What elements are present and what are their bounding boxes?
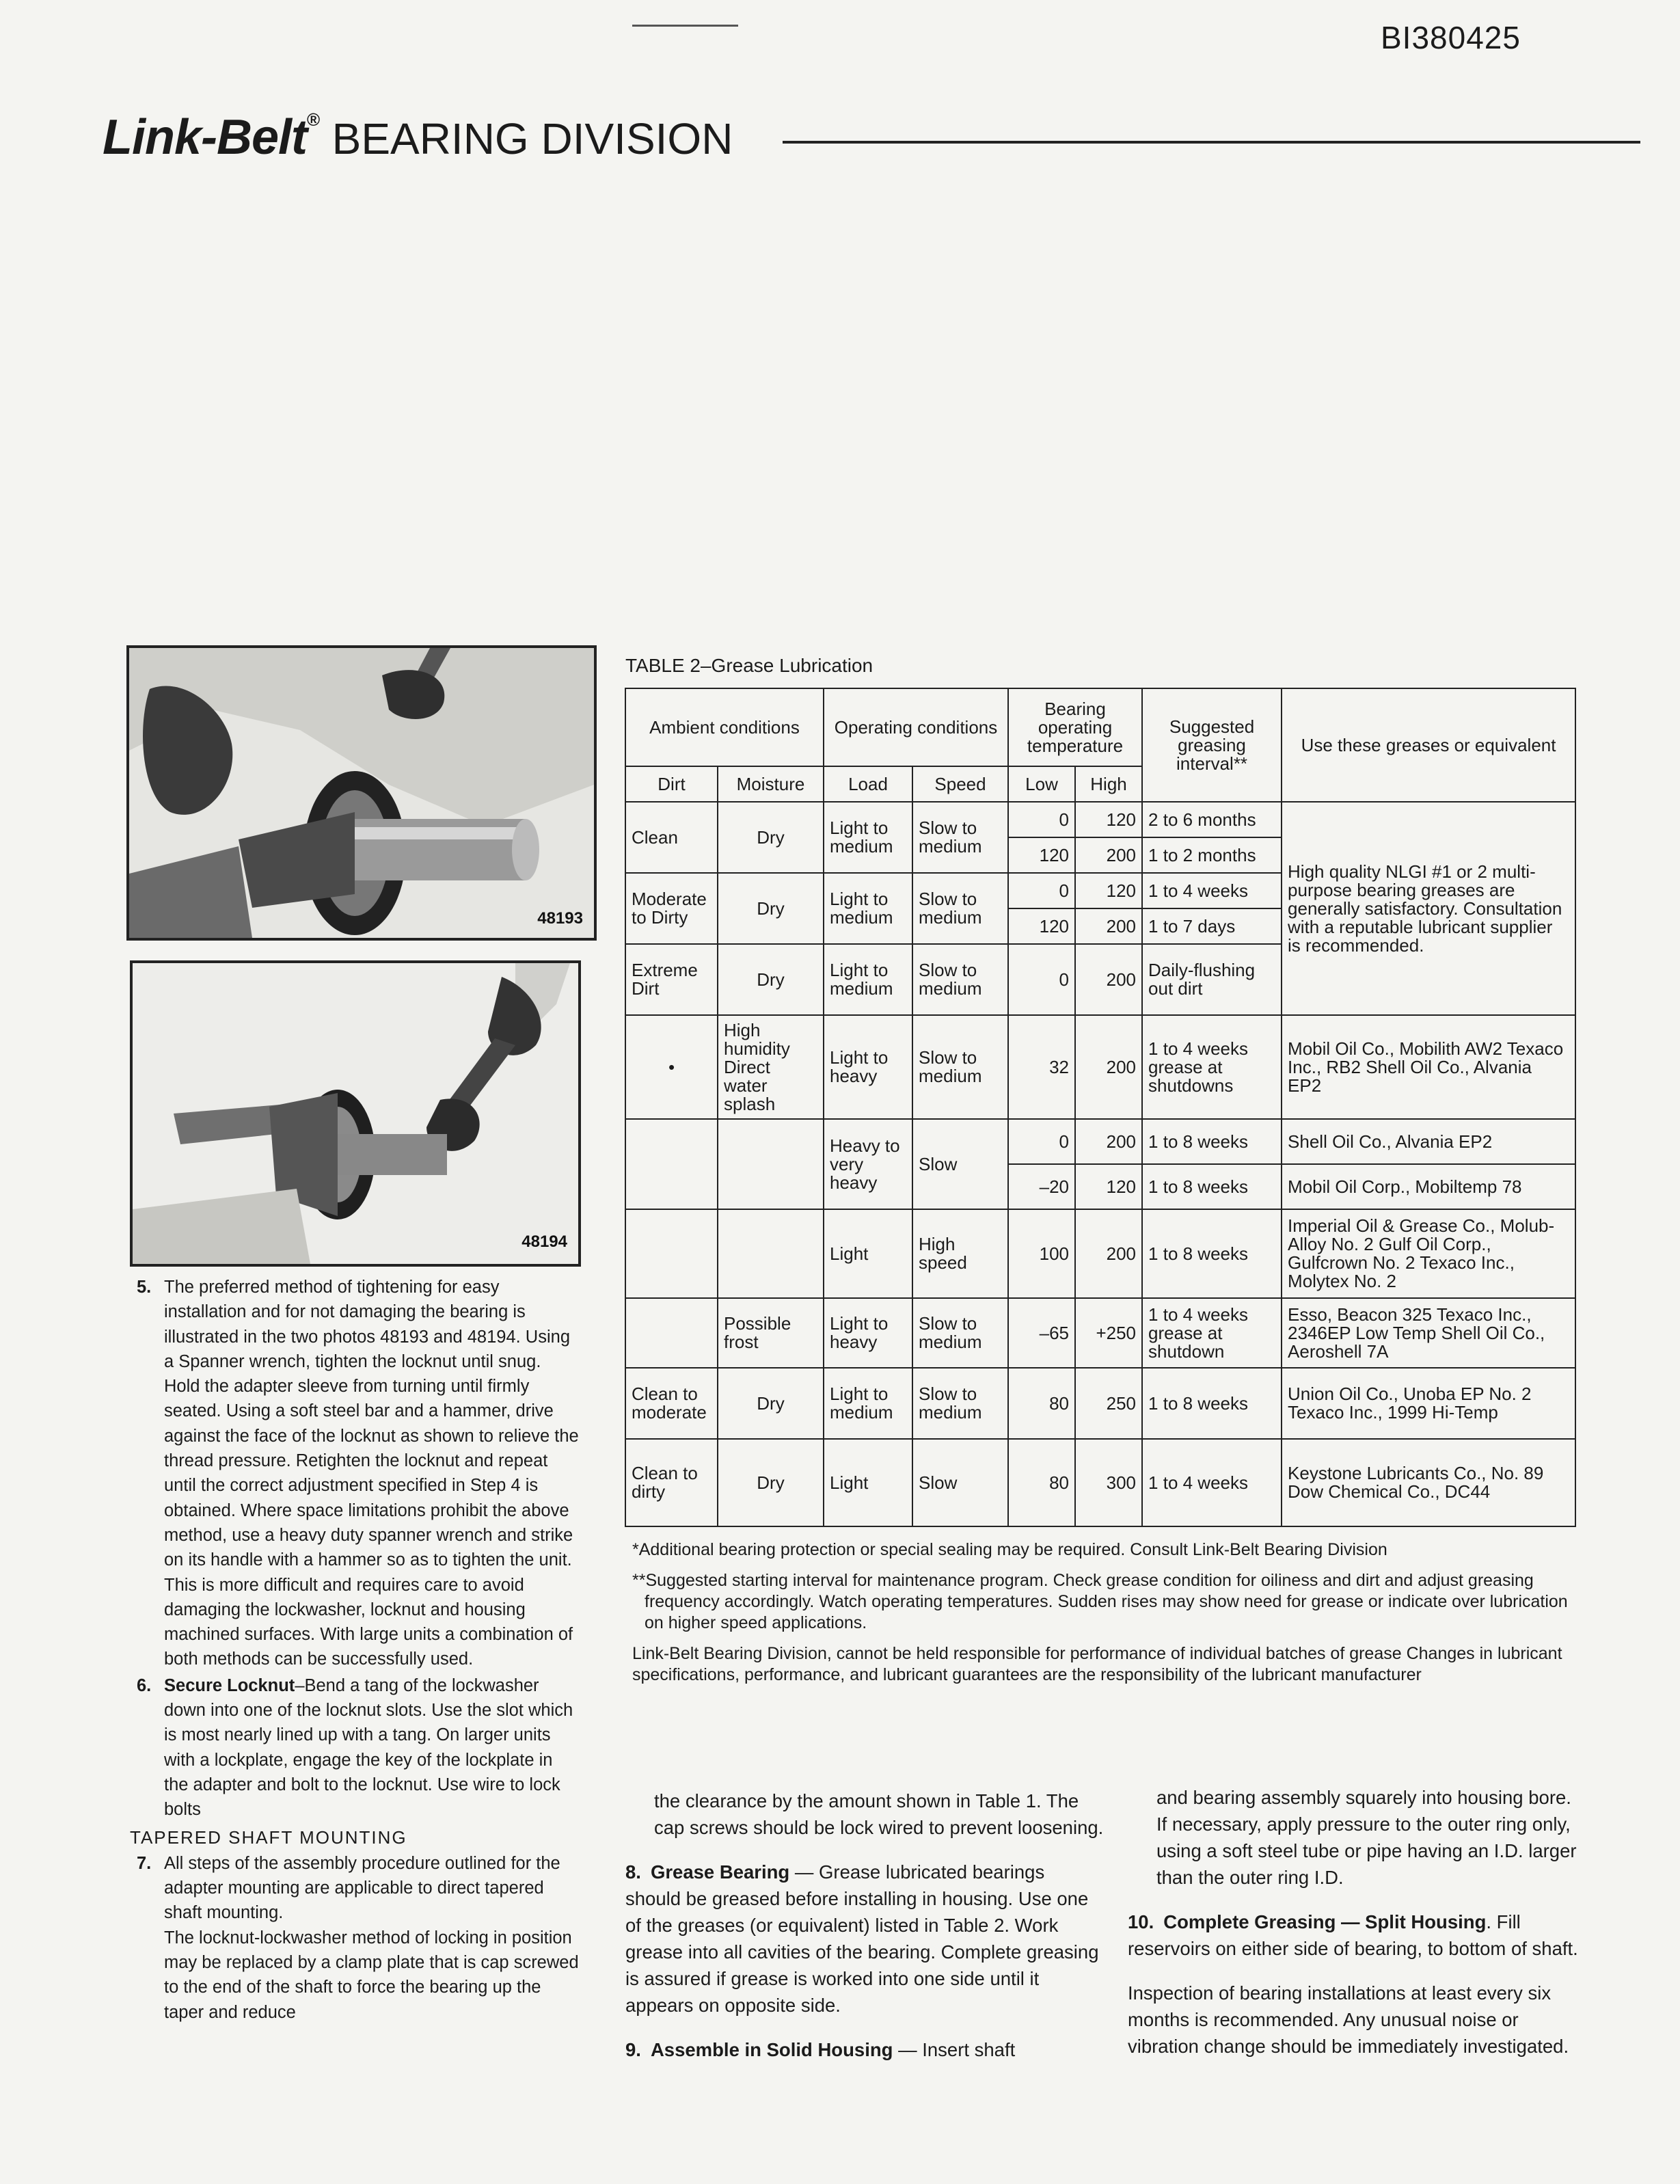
cell-load: Heavy to very heavy <box>824 1119 912 1209</box>
cell-load: Light to heavy <box>824 1298 912 1368</box>
cell-interval: 1 to 8 weeks <box>1142 1119 1282 1164</box>
cell-high: +250 <box>1075 1298 1142 1368</box>
header-moisture: Moisture <box>718 766 824 802</box>
right-column-text <box>1128 1784 1586 2077</box>
cell-high: 120 <box>1075 1164 1142 1209</box>
cell-speed: Slow to medium <box>912 802 1008 873</box>
cell-speed: Slow to medium <box>912 1368 1008 1439</box>
cell-moisture: High humidity Direct water splash <box>718 1015 824 1119</box>
cell-moisture-empty <box>718 1119 824 1209</box>
step-7-number: 7. <box>137 1853 152 1873</box>
cell-use: Mobil Oil Corp., Mobiltemp 78 <box>1282 1164 1575 1209</box>
cell-dirt-empty <box>625 1298 718 1368</box>
step-8 <box>625 1859 1104 2019</box>
step-9-title: Assemble in Solid Housing <box>650 2039 893 2060</box>
table-row <box>625 1439 1575 1526</box>
cell-low: 0 <box>1008 944 1075 1015</box>
cell-interval: 1 to 4 weeks grease at shutdowns <box>1142 1015 1282 1119</box>
step-7-text: All steps of the assembly procedure outlined for the adapter mounting are applicable to direct tapered shaft mounting. <box>164 1853 560 1923</box>
step-9-continuation: and bearing assembly squarely into housing bore. If necessary, apply pressure to the outer ring only, using a soft steel tube or pipe having an I.D. larger than the outer ring I.D. <box>1156 1787 1577 1888</box>
document-id: BI380425 <box>1381 20 1521 55</box>
header-interval: Suggested greasing interval** <box>1142 688 1282 802</box>
step-10-text: . Fill reservoirs on either side of bearing, to bottom of shaft. <box>1128 1911 1578 1959</box>
brand-logo-text: Link-Belt <box>103 110 308 165</box>
photo-id-48193: 48193 <box>537 909 583 928</box>
cell-dirt: Clean to dirty <box>625 1439 718 1526</box>
cell-interval: 1 to 4 weeks grease at shutdown <box>1142 1298 1282 1368</box>
photo-48193-image <box>129 648 594 938</box>
header-operating: Operating conditions <box>824 688 1008 766</box>
photo-id-48194: 48194 <box>521 1232 567 1251</box>
cell-general-use: High quality NLGI #1 or 2 multi-purpose bearing greases are generally satisfactory. Consultation with a reputable lubricant supplier is recommended. <box>1282 802 1575 1015</box>
step-10-number: 10. <box>1128 1911 1154 1932</box>
header-high: High <box>1075 766 1142 802</box>
step-8-text: — Grease lubricated bearings should be greased before installing in housing. Use one of the greases (or equivalent) listed in Table 2. Work grease into all cavities of the bearing. Complete greasing is assured if grease is worked into one side until it appears on opposite side. <box>625 1861 1099 2016</box>
cell-interval: 1 to 8 weeks <box>1142 1368 1282 1439</box>
header-ambient: Ambient conditions <box>625 688 824 766</box>
cell-interval: 1 to 4 weeks <box>1142 1439 1282 1526</box>
table-row <box>625 802 1575 837</box>
cell-high: 120 <box>1075 802 1142 837</box>
brand-logo <box>103 110 319 165</box>
grease-lubrication-table <box>625 688 1576 1527</box>
cell-low: 0 <box>1008 873 1075 908</box>
cell-low: 80 <box>1008 1368 1075 1439</box>
cell-low: 80 <box>1008 1439 1075 1526</box>
cell-speed: Slow to medium <box>912 1298 1008 1368</box>
table-row <box>625 1298 1575 1368</box>
header-dirt: Dirt <box>625 766 718 802</box>
cell-moisture: Dry <box>718 1439 824 1526</box>
step-6 <box>130 1673 581 1822</box>
cell-moisture: Possible frost <box>718 1298 824 1368</box>
table-row <box>625 1368 1575 1439</box>
table-row <box>625 1209 1575 1298</box>
cell-dirt: Moderate to Dirty <box>625 873 718 944</box>
step-8-title: Grease Bearing <box>650 1861 790 1883</box>
photo-48193 <box>126 645 597 941</box>
header-speed: Speed <box>912 766 1008 802</box>
cell-use: Imperial Oil & Grease Co., Molub-Alloy No. 2 Gulf Oil Corp., Gulfcrown No. 2 Texaco Inc., Molytex No. 2 <box>1282 1209 1575 1298</box>
cell-low: 0 <box>1008 802 1075 837</box>
cell-interval: Daily-flushing out dirt <box>1142 944 1282 1015</box>
cell-interval: 1 to 7 days <box>1142 908 1282 944</box>
middle-column-text <box>625 1788 1104 2081</box>
cell-high: 200 <box>1075 1119 1142 1164</box>
footnote-special-sealing: *Additional bearing protection or special sealing may be required. Consult Link-Belt Bearing Division <box>632 1540 1387 1559</box>
cell-high: 200 <box>1075 944 1142 1015</box>
step-6-text: –Bend a tang of the lockwasher down into one of the locknut slots. Use the slot which is most nearly lined up with a tang. On larger units with a lockplate, engage the key of the lockplate in the adapter and bolt to the locknut. Use wire to lock bolts <box>164 1675 573 1820</box>
cell-moisture-empty <box>718 1209 824 1298</box>
cell-dirt: Extreme Dirt <box>625 944 718 1015</box>
cell-high: 120 <box>1075 873 1142 908</box>
step-6-number: 6. <box>137 1675 152 1695</box>
cell-interval: 1 to 2 months <box>1142 837 1282 873</box>
cell-load: Light to medium <box>824 1368 912 1439</box>
header-load: Load <box>824 766 912 802</box>
header-low: Low <box>1008 766 1075 802</box>
step-8-number: 8. <box>625 1861 641 1883</box>
step-6-title: Secure Locknut <box>164 1675 295 1695</box>
cell-moisture: Dry <box>718 1368 824 1439</box>
cell-load: Light to medium <box>824 802 912 873</box>
cell-speed: High speed <box>912 1209 1008 1298</box>
cell-interval: 2 to 6 months <box>1142 802 1282 837</box>
cell-load: Light to medium <box>824 944 912 1015</box>
cell-speed: Slow to medium <box>912 1015 1008 1119</box>
inspection-note: Inspection of bearing installations at least every six months is recommended. Any unusual noise or vibration change should be immediately investigated. <box>1128 1982 1569 2057</box>
photo-48194-image <box>133 963 578 1264</box>
table-header-row <box>625 688 1575 766</box>
table-row <box>625 1015 1575 1119</box>
cell-use: Shell Oil Co., Alvania EP2 <box>1282 1119 1575 1164</box>
cell-interval: 1 to 8 weeks <box>1142 1164 1282 1209</box>
step-5-text: The preferred method of tightening for easy installation and for not damaging the bearing is illustrated in the two photos 48193 and 48194. Using a Spanner wrench, tighten the locknut until snug. Hold the adapter sleeve from turning until firmly seated. Using a soft steel bar and a hammer, drive against the face of the locknut as shown to relieve the thread pressure. Retighten the locknut and repeat until the correct adjustment specified in Step 4 is obtained. Where space limitations prohibit the above method, use a heavy duty spanner wrench and strike on its handle with a hammer so as to tighten the unit. This is more difficult and requires care to avoid damaging the lockwasher, locknut and housing machined surfaces. With large units a combination of both methods can be successfully used. <box>164 1278 579 1669</box>
cell-load: Light <box>824 1439 912 1526</box>
top-rule <box>632 25 738 27</box>
cell-low: 120 <box>1008 908 1075 944</box>
footnote-greasing-interval: **Suggested starting interval for maintenance program. Check grease condition for oiliness and dirt and adjust greasing frequency accordingly. Watch operating temperatures. Sudden rises may show need for grease or indicate over lubrication on higher speed applications. <box>632 1571 1568 1632</box>
left-column-text <box>130 1275 581 2025</box>
cell-high: 200 <box>1075 837 1142 873</box>
cell-low: –20 <box>1008 1164 1075 1209</box>
photo-48194 <box>130 960 581 1267</box>
cell-speed: Slow <box>912 1119 1008 1209</box>
header-use: Use these greases or equivalent <box>1282 688 1575 802</box>
cell-load: Light to heavy <box>824 1015 912 1119</box>
step-5-number: 5. <box>137 1278 152 1297</box>
cell-high: 200 <box>1075 908 1142 944</box>
cell-dirt-empty <box>625 1119 718 1209</box>
table-caption: TABLE 2–Grease Lubrication <box>625 655 873 676</box>
cell-low: –65 <box>1008 1298 1075 1368</box>
step-9 <box>625 2036 1104 2063</box>
cell-interval: 1 to 8 weeks <box>1142 1209 1282 1298</box>
cell-low: 0 <box>1008 1119 1075 1164</box>
cell-speed: Slow <box>912 1439 1008 1526</box>
cell-moisture: Dry <box>718 873 824 944</box>
cell-high: 300 <box>1075 1439 1142 1526</box>
cell-use: Mobil Oil Co., Mobilith AW2 Texaco Inc., RB2 Shell Oil Co., Alvania EP2 <box>1282 1015 1575 1119</box>
cell-low: 32 <box>1008 1015 1075 1119</box>
step-10-title: Complete Greasing — Split Housing <box>1163 1911 1487 1932</box>
table-footnotes <box>632 1539 1589 1695</box>
step-9-text: — Insert shaft <box>893 2039 1016 2060</box>
header-rule <box>783 141 1640 144</box>
cell-speed: Slow to medium <box>912 873 1008 944</box>
cell-moisture: Dry <box>718 802 824 873</box>
step-9-number: 9. <box>625 2039 641 2060</box>
tapered-shaft-heading: TAPERED SHAFT MOUNTING <box>130 1826 407 1848</box>
step-10 <box>1128 1909 1586 1962</box>
cell-dirt: Clean <box>625 802 718 873</box>
cell-load: Light to medium <box>824 873 912 944</box>
cell-moisture: Dry <box>718 944 824 1015</box>
cell-interval: 1 to 4 weeks <box>1142 873 1282 908</box>
cell-dirt: Clean to moderate <box>625 1368 718 1439</box>
cell-use: Union Oil Co., Unoba EP No. 2 Texaco Inc., 1999 Hi-Temp <box>1282 1368 1575 1439</box>
cell-dirt: • <box>625 1015 718 1119</box>
cell-load: Light <box>824 1209 912 1298</box>
registered-mark: ® <box>307 109 320 130</box>
step-7-continuation: the clearance by the amount shown in Table 1. The cap screws should be lock wired to prevent loosening. <box>654 1790 1104 1838</box>
cell-low: 100 <box>1008 1209 1075 1298</box>
disclaimer: Link-Belt Bearing Division, cannot be held responsible for performance of individual batches of grease Changes in lubricant specifications, performance, and lubricant guarantees are the responsibility of the lubricant manufacturer <box>632 1644 1562 1684</box>
cell-speed: Slow to medium <box>912 944 1008 1015</box>
step-7 <box>130 1851 581 2025</box>
header-temperature: Bearing operating temperature <box>1008 688 1142 766</box>
cell-low: 120 <box>1008 837 1075 873</box>
table-row <box>625 1119 1575 1164</box>
step-7-text-continued: The locknut-lockwasher method of locking in position may be replaced by a clamp plate that is cap screwed to the end of the shaft to force the bearing up the taper and reduce <box>164 1928 579 2022</box>
step-5 <box>130 1275 581 1672</box>
cell-high: 200 <box>1075 1209 1142 1298</box>
cell-dirt-empty <box>625 1209 718 1298</box>
cell-use: Esso, Beacon 325 Texaco Inc., 2346EP Low Temp Shell Oil Co., Aeroshell 7A <box>1282 1298 1575 1368</box>
brand-header <box>103 109 733 165</box>
cell-use: Keystone Lubricants Co., No. 89 Dow Chemical Co., DC44 <box>1282 1439 1575 1526</box>
brand-division: BEARING DIVISION <box>331 114 733 163</box>
cell-high: 200 <box>1075 1015 1142 1119</box>
cell-high: 250 <box>1075 1368 1142 1439</box>
